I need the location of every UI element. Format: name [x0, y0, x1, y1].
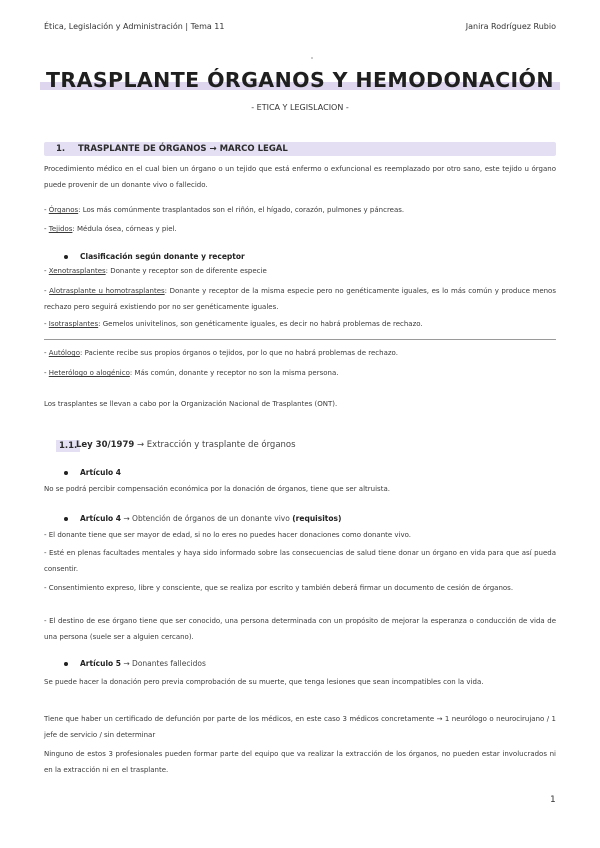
bullet-dot [64, 471, 68, 475]
subsection-title-rest: → Extracción y trasplante de órganos [134, 440, 296, 450]
tejidos-paragraph: - Tejidos: Médula ósea, córneas y piel. [44, 225, 177, 233]
hetero-text: Más común, donante y receptor no son la misma persona. [132, 369, 339, 377]
subsection-number: 1.1. [56, 440, 80, 452]
iso-text: Gemelos univitelinos, son genéticamente iguales, es decir no habrá problemas de rechazo. [100, 320, 423, 328]
bullet-dot [64, 517, 68, 521]
requirement-4: - El destino de ese órgano tiene que ser conocido, una persona determinada con un propósito de mejorar la esperanza o conducción de vida de una persona (suele ser a alguien cercano). [44, 617, 556, 641]
requirement-2: - Esté en plenas facultades mentales y haya sido informado sobre las consecuencias de salud tiene donar un órgano en vida para que así pueda consentir. [44, 549, 556, 573]
section-number: 1. [56, 144, 66, 154]
requirement-3: - Consentimiento expreso, libre y consciente, que se realiza por escrito y también deberá firmar un documento de cesión de órganos. [44, 584, 514, 592]
hetero-paragraph: - Heterólogo o alogénico: Más común, donante y receptor no son la misma persona. [44, 369, 339, 377]
tejidos-label: Tejidos [48, 225, 73, 233]
decorative-dot [311, 57, 313, 59]
xeno-text: Donante y receptor son de diferente especie [108, 267, 267, 275]
page-subtitle: - ETICA Y LEGISLACION - [251, 103, 349, 112]
header-left: Ética, Legislación y Administración | Tema 11 [44, 22, 225, 31]
subsection-title [76, 440, 296, 450]
alo-label: Alotrasplante u homotrasplantes [49, 287, 165, 295]
clasificacion-heading: Clasificación según donante y receptor [64, 252, 245, 261]
article4-text: No se podrá percibir compensación económica por la donación de órganos, tiene que ser altruista. [44, 485, 390, 493]
bullet-dot [64, 662, 68, 666]
article4b-heading: Artículo 4 → Obtención de órganos de un donante vivo (requisitos) [64, 514, 341, 523]
xeno-label: Xenotrasplantes [48, 267, 106, 275]
section-title: TRASPLANTE DE ÓRGANOS → MARCO LEGAL [78, 144, 288, 154]
alo-paragraph: - Alotrasplante u homotrasplantes: Donante y receptor de la misma especie pero no genéticamente iguales, es lo más común y produce menos rechazo pero seguirá existiendo por no ser genéticamente iguales. [44, 287, 556, 311]
organos-text: Los más comúnmente trasplantados son el riñón, el hígado, corazón, pulmones y páncreas. [80, 206, 405, 214]
organos-label: Órganos [48, 206, 79, 214]
hetero-label: Heterólogo o alogénico [48, 369, 130, 377]
intro-paragraph: Procedimiento médico en el cual bien un órgano o un tejido que está enfermo o exfuncional es reemplazado por otro sano, este tejido u órgano puede provenir de un donante vivo o fallecido. [44, 165, 556, 189]
article5-heading: Artículo 5 → Donantes fallecidos [64, 659, 206, 668]
auto-label: Autólogo [48, 349, 80, 357]
auto-paragraph: - Autólogo: Paciente recibe sus propios órganos o tejidos, por lo que no habrá problemas de rechazo. [44, 349, 398, 357]
page-number: 1 [550, 795, 556, 805]
subsection-title-bold: Ley 30/1979 [76, 440, 135, 450]
divider-line [44, 339, 556, 340]
article4-heading: Artículo 4 [64, 468, 121, 477]
requirement-1: - El donante tiene que ser mayor de edad, si no lo eres no puedes hacer donaciones como donante vivo. [44, 531, 412, 539]
ont-paragraph: Los trasplantes se llevan a cabo por la Organización Nacional de Trasplantes (ONT). [44, 400, 338, 408]
page-title: TRASPLANTE ÓRGANOS Y HEMODONACIÓN [40, 68, 560, 92]
header-right: Janira Rodríguez Rubio [465, 22, 556, 31]
article5-paragraph-2: Tiene que haber un certificado de defunción por parte de los médicos, en este caso 3 médicos concretamente → 1 neurólogo o neurocirujano / 1 jefe de servicio / sin determinar [44, 715, 556, 739]
article5-paragraph-3: Ninguno de estos 3 profesionales pueden formar parte del equipo que va realizar la extracción de los órganos, no pueden estar involucrados ni en la extracción ni en el trasplante. [44, 750, 556, 774]
iso-paragraph: - Isotrasplantes: Gemelos univitelinos, son genéticamente iguales, es decir no habrá problemas de rechazo. [44, 320, 423, 328]
iso-label: Isotrasplantes [48, 320, 99, 328]
tejidos-text: Médula ósea, córneas y piel. [74, 225, 177, 233]
alo-text: Donante y receptor de la misma especie pero no genéticamente iguales, es lo más común y produce menos rechazo pero seguirá existiendo por no ser genéticamente iguales. [44, 287, 556, 311]
organos-paragraph: - Órganos: Los más comúnmente trasplantados son el riñón, el hígado, corazón, pulmones y páncreas. [44, 206, 405, 214]
xeno-paragraph: - Xenotrasplantes: Donante y receptor son de diferente especie [44, 267, 267, 275]
bullet-dot [64, 255, 68, 259]
title-container [0, 68, 600, 92]
article5-paragraph-1: Se puede hacer la donación pero previa comprobación de su muerte, que tenga lesiones que sean incompatibles con la vida. [44, 678, 484, 686]
auto-text: Paciente recibe sus propios órganos o tejidos, por lo que no habrá problemas de rechazo. [82, 349, 398, 357]
